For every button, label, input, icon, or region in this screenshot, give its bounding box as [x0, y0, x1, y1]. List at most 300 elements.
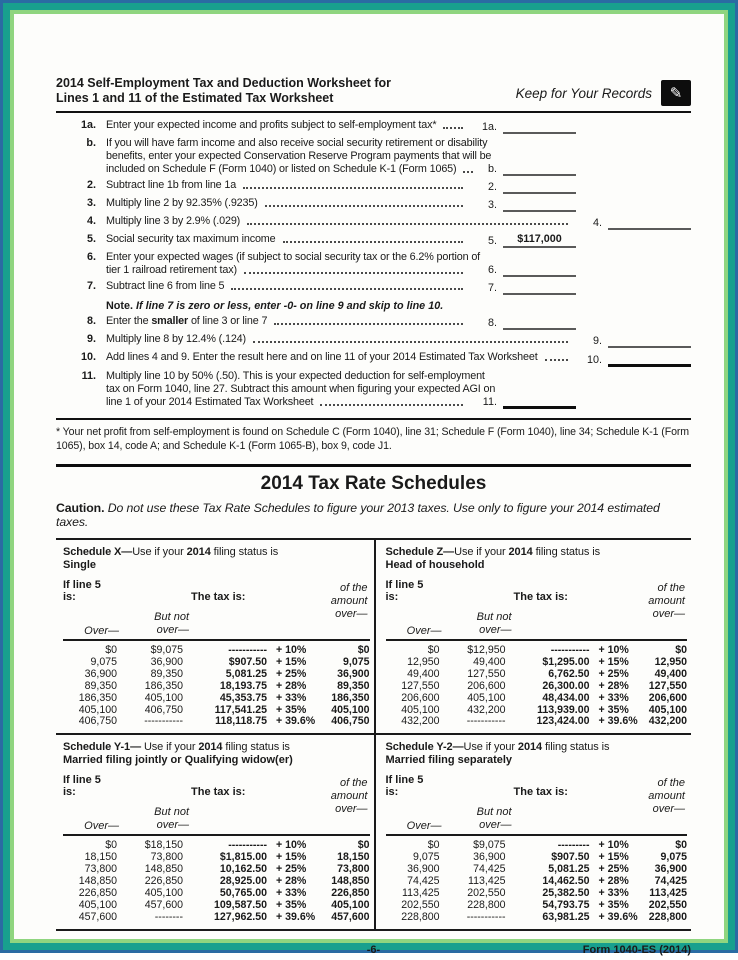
plus-rate-value: + 10%: [276, 644, 307, 656]
dot-leader: [253, 333, 568, 343]
keep-label: Keep for Your Records: [515, 85, 652, 101]
worksheet-row: [56, 233, 691, 248]
plus-rate-value: + 10%: [598, 644, 629, 656]
schedule-z-panel: [374, 540, 692, 733]
worksheet-row: [56, 315, 691, 330]
header-but-not-over: [119, 611, 189, 637]
bracket-row: [386, 900, 688, 912]
line-number: 5.: [86, 233, 96, 245]
amount-over-value: 113,425: [649, 886, 687, 899]
amount-over-value: 186,350: [331, 691, 370, 704]
base-tax-value: 50,765.00: [219, 886, 267, 899]
text-segment-group: [106, 179, 236, 192]
text-segment-group: [106, 333, 246, 346]
text-segment-group: [106, 264, 237, 277]
bracket-row: [63, 716, 370, 728]
but-not-line: over—: [479, 819, 512, 832]
entry-label: 9.: [592, 335, 602, 347]
caution-text: [56, 501, 691, 529]
over-value: 228,800: [401, 910, 440, 923]
base-tax-value: 117,541.25: [214, 703, 267, 716]
amount-over-value: 127,550: [648, 679, 687, 692]
plus-rate-value: + 28%: [276, 679, 307, 692]
base-tax-value: 48,434.00: [542, 691, 590, 704]
header-over: Over—: [84, 625, 119, 637]
description-line: [106, 137, 488, 150]
schedule-year: 2014: [198, 741, 223, 754]
line-number: 6.: [86, 251, 96, 263]
over-value: 9,075: [412, 851, 440, 864]
plus-rate-value: + 39.6%: [276, 910, 316, 923]
schedule-name: Schedule Y-2—: [385, 741, 464, 754]
over-value: 127,550: [401, 679, 440, 692]
amount-over-value: 405,100: [331, 703, 370, 716]
but-not-over-value: 127,550: [467, 667, 506, 680]
worksheet-row: [56, 370, 691, 409]
schedule-use-pre: Use if your: [140, 741, 199, 754]
but-not-over-value: --------: [154, 910, 183, 923]
but-not-line: But not: [476, 806, 512, 819]
header-tax-is: The tax is:: [513, 591, 568, 603]
header-but-not-over: [442, 806, 512, 832]
entry-input-line[interactable]: $117,000: [503, 233, 576, 248]
entry-input-line[interactable]: [608, 215, 691, 230]
description-line: [106, 264, 471, 277]
base-tax-value: -----------: [228, 644, 267, 656]
entry-field-7: [471, 280, 576, 295]
header-if-line5-l2: is:: [63, 786, 76, 799]
pencil-icon: ✎: [661, 80, 691, 106]
schedule-table: [386, 834, 688, 928]
text-segment-group: [106, 119, 436, 132]
schedule-use-post: filing status is: [542, 741, 610, 754]
over-value: 226,850: [78, 886, 117, 899]
entry-field-4: [576, 215, 691, 230]
header-over: Over—: [406, 820, 442, 833]
line-number: 9.: [86, 333, 96, 345]
schedule-title: [386, 741, 688, 754]
plus-rate-value: + 10%: [276, 839, 307, 852]
of-amount-line: amount: [330, 595, 368, 607]
plus-rate-value: + 28%: [598, 679, 629, 692]
worksheet-row: [56, 351, 691, 367]
worksheet-row: [56, 119, 691, 134]
over-value: 89,350: [84, 679, 117, 692]
amount-over-value: 405,100: [648, 703, 687, 716]
amount-over-value: 406,750: [331, 715, 370, 728]
schedule-column-headers: [386, 774, 688, 832]
bracket-row: [63, 912, 370, 924]
entry-input-line[interactable]: [503, 197, 576, 212]
line-number: 2.: [86, 179, 96, 191]
text-segment-group: [106, 383, 495, 396]
schedule-filing-status: Married filing separately: [385, 754, 513, 767]
bracket-row: [63, 681, 370, 693]
header-if-line5-l1: If line 5: [385, 774, 424, 787]
description-line: [106, 396, 471, 409]
amount-over-value: 202,550: [648, 898, 687, 911]
header-if-line5-l1: If line 5: [63, 774, 101, 787]
line-description: [106, 233, 471, 248]
description-line: [106, 280, 471, 293]
entry-input-line[interactable]: [503, 393, 576, 409]
but-not-over-value: 405,100: [144, 886, 183, 899]
entry-label: 6.: [487, 264, 497, 276]
plus-rate-value: + 28%: [598, 875, 629, 888]
over-value: $0: [105, 839, 117, 852]
but-not-over-value: $12,950: [467, 644, 506, 656]
entry-spacer: [576, 179, 691, 194]
entry-field-9: [576, 333, 691, 348]
header-if-line5: [386, 579, 424, 603]
text-segment: Social security tax maximum income: [106, 233, 276, 245]
plus-rate-value: + 25%: [276, 667, 307, 680]
over-value: 18,150: [84, 851, 117, 864]
amount-over-value: 228,800: [648, 910, 687, 923]
base-tax-value: 127,962.50: [213, 910, 267, 923]
text-segment-group: [106, 396, 313, 409]
plus-rate-value: + 35%: [598, 703, 629, 716]
header-of-amount-over: [648, 582, 685, 621]
base-tax-value: 109,587.50: [213, 898, 267, 911]
worksheet-row: [56, 333, 691, 348]
over-value: 12,950: [407, 655, 440, 668]
amount-over-value: 432,200: [648, 715, 687, 728]
line-description: [106, 119, 471, 134]
schedule-title: [63, 741, 370, 754]
base-tax-value: 25,382.50: [542, 886, 590, 899]
description-line: [106, 351, 576, 364]
worksheet-row: [56, 280, 691, 295]
schedule-y1-panel: [56, 735, 374, 928]
schedule-table: [63, 639, 370, 733]
of-amount-line: of the: [339, 777, 368, 790]
entry-field-2: [471, 179, 576, 194]
dot-leader: [265, 197, 463, 207]
over-value: 113,425: [401, 886, 440, 899]
entry-field-1a: [471, 119, 576, 134]
description-line: [106, 370, 485, 383]
section-divider: [56, 464, 691, 467]
but-not-over-value: 405,100: [467, 691, 506, 704]
text-segment-group: [106, 233, 276, 246]
amount-over-value: 74,425: [654, 875, 687, 888]
tax-rate-schedules-grid: [56, 538, 691, 931]
entry-field-8: [471, 315, 576, 330]
description-line: [106, 119, 471, 132]
amount-over-value: 206,600: [648, 691, 687, 704]
line-description: [106, 351, 576, 367]
entry-spacer: [576, 280, 691, 295]
plus-rate-value: + 35%: [276, 898, 307, 911]
plus-rate-value: + 33%: [276, 691, 307, 704]
over-value: 405,100: [78, 703, 117, 716]
plus-rate-value: + 39.6%: [598, 715, 638, 728]
bracket-row: [386, 669, 688, 681]
base-tax-value: 26,300.00: [542, 679, 590, 692]
schedule-title: [63, 546, 370, 559]
worksheet-row: [56, 137, 691, 176]
page-number: -6-: [366, 943, 381, 956]
over-value: 36,900: [84, 667, 117, 680]
header-of-amount-over: [331, 777, 368, 816]
text-segment-group: [106, 215, 240, 228]
entry-label: 10.: [586, 354, 602, 366]
header-of-amount-over: [331, 582, 368, 621]
text-segment: Enter your expected income and profits subject to self-employment tax*: [106, 119, 437, 131]
header-if-line5: [63, 774, 101, 798]
over-value: 405,100: [78, 898, 117, 911]
line-description: [106, 215, 576, 230]
over-value: 432,200: [401, 715, 440, 728]
base-tax-value: -----------: [228, 839, 267, 852]
text-segment: Enter the: [106, 315, 152, 327]
over-value: 405,100: [401, 703, 440, 716]
page-footer: [56, 944, 691, 960]
description-line: [106, 233, 471, 246]
entry-input-line[interactable]: [503, 262, 576, 277]
schedule-table: [386, 639, 688, 733]
but-not-over-value: 457,600: [144, 898, 183, 911]
header-but-not-over: [442, 611, 512, 637]
of-amount-line: over—: [652, 803, 685, 816]
amount-over-value: $0: [357, 644, 370, 656]
entry-input-line[interactable]: [503, 280, 576, 295]
description-line: [106, 383, 496, 396]
worksheet-header: [56, 76, 691, 113]
amount-over-value: 226,850: [331, 886, 370, 899]
text-segment: tax on Form 1040, line 27. Subtract this amount when figuring your expected AGI on: [106, 383, 496, 395]
entry-label: 7.: [487, 282, 497, 294]
schedules-row-top: [56, 540, 691, 735]
of-amount-line: amount: [648, 790, 685, 803]
line-description: [106, 315, 471, 330]
but-not-line: But not: [154, 611, 189, 623]
entry-label: 5.: [487, 235, 497, 247]
line-number: 8.: [86, 315, 96, 327]
base-tax-value: $1,295.00: [542, 655, 590, 668]
but-not-over-value: 73,800: [150, 851, 183, 864]
entry-spacer: [576, 137, 691, 176]
line-number: 4.: [86, 215, 96, 227]
of-amount-line: over—: [335, 608, 368, 620]
text-segment-group: [106, 370, 485, 383]
note-label: Note.: [106, 300, 133, 312]
header-if-line5: [386, 774, 424, 798]
plus-rate-value: + 15%: [276, 851, 307, 864]
description-line: [106, 197, 471, 210]
entry-label: b.: [487, 163, 497, 175]
entry-input-line[interactable]: [503, 119, 576, 134]
schedule-use-post: filing status is: [222, 741, 290, 754]
but-not-over-value: $18,150: [144, 839, 183, 852]
schedule-use-post: filing status is: [532, 546, 600, 558]
schedule-use-pre: Use if your: [454, 546, 509, 558]
text-segment: benefits, enter your expected Conservation Reserve Program payments that will be: [106, 150, 492, 162]
amount-over-value: 457,600: [331, 910, 370, 923]
base-tax-value: 5,081.25: [548, 863, 590, 876]
amount-over-value: 89,350: [337, 679, 370, 692]
over-value: 73,800: [84, 863, 117, 876]
base-tax-value: 14,462.50: [542, 875, 590, 888]
over-value: 202,550: [401, 898, 440, 911]
entry-input-line[interactable]: [608, 333, 691, 348]
but-not-over-value: 406,750: [144, 703, 183, 716]
entry-field-b: [471, 161, 576, 176]
bracket-row: [63, 900, 370, 912]
amount-over-value: 9,075: [660, 851, 687, 864]
plus-rate-value: + 33%: [598, 691, 629, 704]
entry-field-11: [471, 393, 576, 409]
dot-leader: [244, 264, 463, 274]
worksheet-footnote: * Your net profit from self-employment is found on Schedule C (Form 1040), line 31; Schedule F (Form 1040), line 34; Schedule K-1 (Form 1065), box 14, code A; and Schedule K-1 (Form 1065-B), box 9, code J1.: [56, 418, 691, 453]
entry-input-line[interactable]: [503, 179, 576, 194]
schedules-row-bottom: [56, 735, 691, 930]
entry-input-line[interactable]: [503, 161, 576, 176]
amount-over-value: 405,100: [331, 898, 370, 911]
plus-rate-value: + 15%: [598, 655, 629, 668]
worksheet-title: [56, 76, 391, 106]
text-segment-group: [106, 150, 491, 163]
keep-for-records: [516, 80, 691, 106]
entry-input-line[interactable]: [608, 351, 691, 367]
header-tax-is: The tax is:: [191, 786, 246, 799]
base-tax-value: 28,925.00: [219, 875, 267, 888]
over-value: 457,600: [78, 910, 117, 923]
line-description: [106, 333, 576, 348]
schedule-name: Schedule X—: [63, 546, 133, 558]
entry-label: 1a.: [481, 121, 497, 133]
entry-spacer: [576, 370, 691, 409]
entry-input-line[interactable]: [503, 315, 576, 330]
but-not-over-value: 36,900: [150, 655, 183, 668]
text-segment: Subtract line 1b from line 1a: [106, 179, 237, 191]
amount-over-value: 73,800: [337, 863, 370, 876]
base-tax-value: 123,424.00: [536, 715, 590, 728]
but-not-over-value: -----------: [466, 715, 506, 728]
text-segment-group: [106, 315, 267, 328]
base-tax-value: 18,193.75: [219, 679, 267, 692]
form-page: [14, 14, 724, 956]
base-tax-value: $1,815.00: [219, 851, 267, 864]
text-segment: If you will have farm income and also receive social security retirement or disability: [106, 137, 488, 149]
but-not-over-value: 405,100: [144, 691, 183, 704]
text-segment-group: [106, 251, 480, 264]
text-segment-group: [106, 163, 456, 176]
header-but-not-over: [119, 806, 189, 832]
entry-spacer: [576, 251, 691, 277]
plus-rate-value: + 35%: [598, 898, 629, 911]
header-tax-is: The tax is:: [191, 591, 246, 603]
schedule-name: Schedule Z—: [385, 546, 455, 558]
but-not-over-value: -----------: [466, 910, 506, 923]
decorative-border-green: [10, 10, 728, 956]
text-segment: Multiply line 3 by 2.9% (.029): [106, 215, 241, 227]
line-description: [106, 179, 471, 194]
text-segment: smaller: [151, 315, 189, 327]
header-if-line5-l1: If line 5: [63, 579, 101, 591]
schedule-use-post: filing status is: [210, 546, 279, 558]
plus-rate-value: + 33%: [598, 886, 629, 899]
amount-over-value: 49,400: [654, 667, 687, 680]
schedule-filing-status: Single: [63, 559, 97, 571]
caution-label: Caution.: [56, 501, 105, 515]
plus-rate-value: + 15%: [598, 851, 629, 864]
schedule-column-headers: [63, 774, 370, 832]
description-line: [106, 163, 471, 176]
but-not-over-value: 228,800: [467, 898, 506, 911]
but-not-line: over—: [156, 819, 189, 832]
plus-rate-value: + 10%: [598, 839, 629, 852]
bracket-row: [386, 912, 688, 924]
text-segment: Enter your expected wages (if subject to social security tax or the 6.2% portion of: [106, 251, 481, 263]
but-not-line: But not: [476, 611, 512, 623]
amount-over-value: 9,075: [342, 655, 370, 668]
bracket-row: [386, 681, 688, 693]
base-tax-value: 54,793.75: [542, 898, 590, 911]
of-amount-line: of the: [339, 582, 368, 594]
note-text: If line 7 is zero or less, enter -0- on line 9 and skip to line 10.: [133, 300, 444, 312]
over-value: 36,900: [407, 863, 440, 876]
worksheet-title-line1: 2014 Self-Employment Tax and Deduction Worksheet for: [56, 76, 392, 90]
but-not-over-value: 89,350: [150, 667, 183, 680]
line-number: 1a.: [80, 119, 96, 131]
description-line: [106, 179, 471, 192]
amount-over-value: 36,900: [337, 667, 370, 680]
amount-over-value: $0: [357, 839, 370, 852]
header-if-line5-l2: is:: [385, 591, 399, 603]
but-not-line: over—: [156, 624, 189, 636]
base-tax-value: 6,762.50: [548, 667, 590, 680]
worksheet-row: [56, 197, 691, 212]
text-segment-group: [106, 197, 258, 210]
entry-spacer: [576, 315, 691, 330]
of-amount-line: over—: [652, 608, 685, 620]
schedule-filing-status: Head of household: [385, 559, 485, 571]
text-segment: Add lines 4 and 9. Enter the result here and on line 11 of your 2014 Estimated Tax Worksheet: [106, 351, 538, 363]
entry-field-10: [576, 351, 691, 367]
over-value: 74,425: [407, 875, 440, 888]
but-not-over-value: 206,600: [467, 679, 506, 692]
schedule-title: [386, 546, 688, 559]
but-not-over-value: 432,200: [467, 703, 506, 716]
text-segment: Multiply line 10 by 50% (.50). This is your expected deduction for self-employment: [106, 370, 485, 382]
header-if-line5-l1: If line 5: [385, 579, 424, 591]
bracket-row: [63, 669, 370, 681]
worksheet-title-line2: Lines 1 and 11 of the Estimated Tax Worksheet: [56, 91, 334, 105]
worksheet-rows: [56, 113, 691, 409]
amount-over-value: 36,900: [654, 863, 687, 876]
over-value: $0: [427, 839, 440, 852]
but-not-over-value: 113,425: [467, 875, 506, 888]
description-line: [106, 215, 576, 228]
plus-rate-value: + 15%: [276, 655, 307, 668]
schedule-x-panel: [56, 540, 374, 733]
text-segment: Subtract line 6 from line 5: [106, 280, 225, 292]
but-not-over-value: $9,075: [473, 839, 506, 852]
schedule-filing-status: Married filing jointly or Qualifying widow(er): [63, 754, 293, 767]
schedule-column-headers: [386, 579, 688, 637]
dot-leader: [283, 233, 463, 243]
entry-field-5: [471, 233, 576, 248]
entry-spacer: [576, 233, 691, 248]
description-line: [106, 150, 492, 163]
header-over: Over—: [406, 625, 442, 637]
line-number: 11.: [81, 370, 96, 382]
base-tax-value: 63,981.25: [542, 910, 590, 923]
schedule-year: 2014: [186, 546, 211, 558]
of-amount-line: amount: [330, 790, 368, 803]
